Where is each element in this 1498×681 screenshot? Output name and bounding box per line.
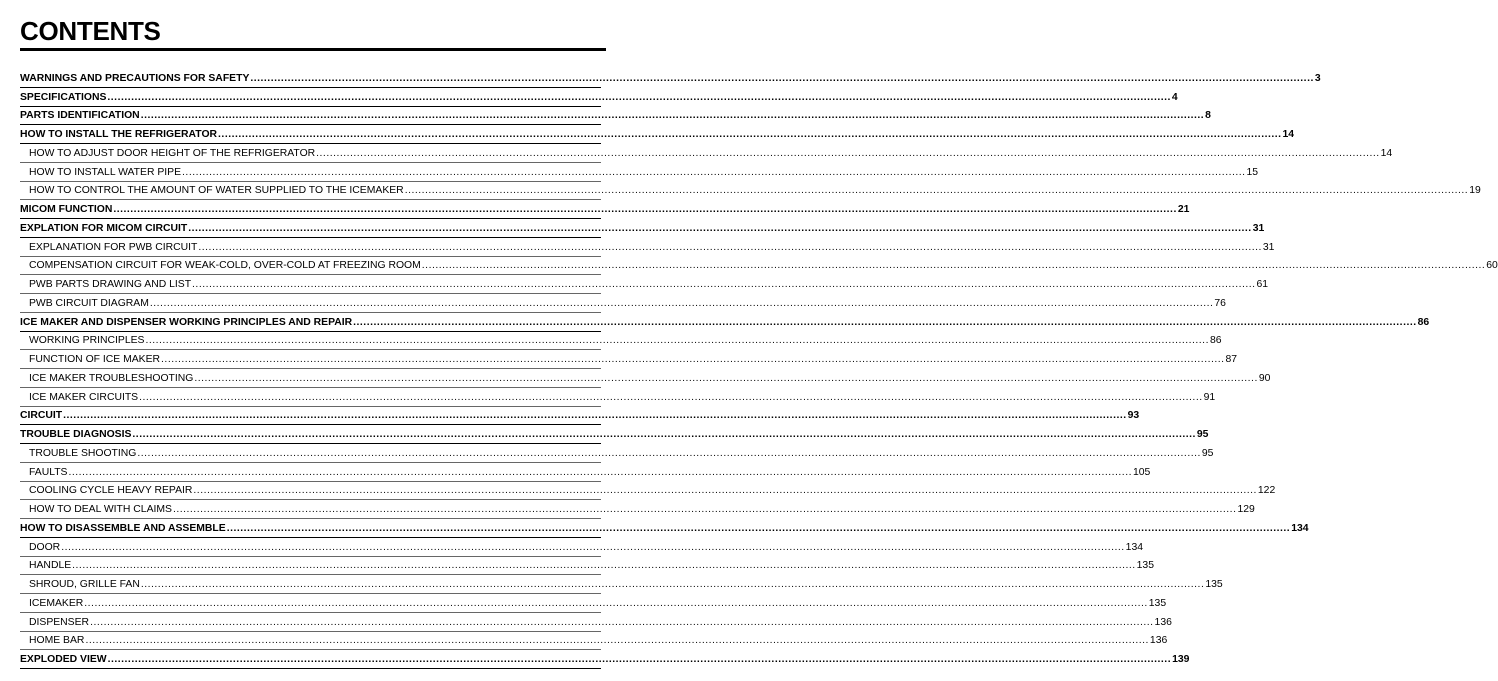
toc-entry[interactable] [20, 350, 1238, 369]
toc-entry-page-number: 4 [1171, 91, 1178, 103]
toc-entry-page-number: 3 [1314, 72, 1321, 84]
toc-entry-label: CIRCUIT [20, 410, 63, 422]
toc-entry-label: DOOR [29, 541, 61, 553]
toc-entry[interactable] [20, 538, 1144, 557]
toc-entry-content [20, 316, 1430, 330]
toc-entry-label: DISPENSER [29, 616, 90, 628]
page-title: CONTENTS [20, 16, 161, 46]
toc-entry-page-number: 15 [1246, 166, 1259, 178]
toc-entry-label: TROUBLE SHOOTING [29, 447, 137, 459]
toc-dot-leader: .......................................................................................................................................................................................................................................................................................................................... [107, 654, 1172, 665]
toc-dot-leader: .......................................................................................................................................................................................................................................................................................................................... [145, 335, 1209, 347]
toc-entry-label: TROUBLE DIAGNOSIS [20, 429, 132, 440]
toc-dot-leader: .......................................................................................................................................................................................................................................................................................................................... [149, 297, 1214, 309]
toc-entry-label: ICE MAKER AND DISPENSER WORKING PRINCIPLES AND REPAIR [20, 316, 353, 328]
toc-entry-content [20, 522, 1309, 536]
toc-entry-content [20, 429, 1209, 442]
toc-entry-label: WORKING PRINCIPLES [29, 335, 145, 347]
toc-dot-leader: .......................................................................................................................................................................................................................................................................................................................... [139, 391, 1203, 403]
toc-dot-leader: .......................................................................................................................................................................................................................................................................................................................... [218, 129, 1282, 140]
toc-entry-page-number: 76 [1214, 297, 1226, 309]
toc-entry-page-number: 87 [1225, 354, 1238, 365]
toc-entry-content [20, 541, 1144, 555]
toc-entry[interactable] [20, 575, 1223, 594]
toc-entry-content [20, 147, 1393, 161]
toc-dot-leader: .......................................................................................................................................................................................................................................................................................................................... [182, 166, 1246, 178]
toc-entry-page-number: 105 [1132, 466, 1151, 478]
toc-entry[interactable] [20, 163, 1259, 182]
toc-dot-leader: .......................................................................................................................................................................................................................................................................................................................... [194, 372, 1258, 384]
toc-dot-leader: .......................................................................................................................................................................................................................................................................................................................... [72, 560, 1136, 572]
toc-entry[interactable] [20, 125, 1295, 144]
toc-entry[interactable] [20, 88, 1178, 107]
toc-entry-page-number: 90 [1258, 372, 1271, 384]
toc-entry[interactable] [20, 388, 1216, 407]
toc-dot-leader: .......................................................................................................................................................................................................................................................................................................................... [161, 354, 1225, 365]
toc-entry-page-number: 31 [1262, 241, 1275, 253]
toc-entry-label: HOW TO DEAL WITH CLAIMS [29, 504, 172, 515]
toc-entry-label: COMPENSATION CIRCUIT FOR WEAK-COLD, OVER-COLD AT FREEZING ROOM [29, 260, 421, 272]
toc-entry-label: PWB PARTS DRAWING AND LIST [29, 279, 192, 290]
toc-entry[interactable] [20, 238, 1275, 257]
toc-entry[interactable] [20, 107, 1211, 126]
toc-entry[interactable] [20, 182, 1481, 201]
toc-entry[interactable] [20, 482, 1276, 501]
toc-dot-leader: .......................................................................................................................................................................................................................................................................................................................... [85, 635, 1149, 647]
toc-entry-page-number: 14 [1380, 147, 1393, 159]
toc-entry-page-number: 60 [1486, 260, 1498, 272]
toc-entry-label: HOW TO INSTALL WATER PIPE [29, 166, 182, 178]
toc-entry-content [20, 260, 1498, 273]
toc-entry[interactable] [20, 275, 1269, 294]
toc-entry-content [20, 560, 1154, 573]
toc-entry-page-number: 91 [1203, 391, 1216, 403]
toc-entry-content [20, 241, 1275, 255]
toc-dot-leader: .......................................................................................................................................................................................................................................................................................................................... [316, 147, 1380, 159]
toc-entry-page-number: 95 [1196, 429, 1209, 440]
toc-entry-page-number: 135 [1136, 560, 1154, 572]
toc-dot-leader: .......................................................................................................................................................................................................................................................................................................................... [198, 241, 1262, 253]
toc-dot-leader: .......................................................................................................................................................................................................................................................................................................................... [188, 222, 1252, 234]
toc-entry-content [20, 72, 1321, 86]
toc-dot-leader: .......................................................................................................................................................................................................................................................................................................................... [421, 260, 1486, 272]
toc-entry[interactable] [20, 500, 1255, 519]
toc-entry-content [20, 166, 1259, 180]
toc-entry-content [20, 297, 1226, 311]
toc-entry-content [20, 185, 1481, 198]
toc-entry-page-number: 61 [1256, 279, 1269, 290]
toc-dot-leader: .......................................................................................................................................................................................................................................................................................................................... [107, 91, 1171, 103]
toc-entry-content [20, 654, 1190, 667]
toc-dot-leader: .......................................................................................................................................................................................................................................................................................................................... [68, 466, 1132, 478]
toc-entry-label: HOW TO ADJUST DOOR HEIGHT OF THE REFRIGERATOR [29, 147, 316, 159]
toc-entry-content [20, 391, 1216, 405]
toc-entry-content [20, 372, 1271, 386]
toc-entry-content [20, 504, 1255, 517]
toc-entry-content [20, 447, 1214, 461]
toc-entry-content [20, 129, 1295, 142]
toc-dot-leader: .......................................................................................................................................................................................................................................................................................................................... [63, 410, 1127, 422]
toc-entry[interactable] [20, 313, 1430, 332]
toc-dot-leader: .......................................................................................................................................................................................................................................................................................................................... [250, 72, 1314, 84]
toc-dot-leader: .......................................................................................................................................................................................................................................................................................................................... [132, 429, 1196, 440]
toc-entry-content [20, 485, 1276, 498]
toc-entry-label: SHROUD, GRILLE FAN [29, 579, 140, 590]
toc-entry-content [20, 354, 1238, 367]
toc-dot-leader: .......................................................................................................................................................................................................................................................................................................................... [137, 447, 1201, 459]
toc-dot-leader: .......................................................................................................................................................................................................................................................................................................................... [113, 204, 1177, 215]
toc-entry-label: HOME BAR [29, 635, 85, 647]
toc-dot-leader: .......................................................................................................................................................................................................................................................................................................................... [404, 185, 1469, 197]
toc-entry[interactable] [20, 332, 1222, 351]
toc-dot-leader: .......................................................................................................................................................................................................................................................................................................................... [172, 504, 1237, 515]
toc-dot-leader: .......................................................................................................................................................................................................................................................................................................................... [193, 485, 1257, 497]
toc-entry-page-number: 122 [1257, 485, 1276, 497]
toc-entry-label: EXPLATION FOR MICOM CIRCUIT [20, 222, 188, 234]
toc-entry-page-number: 31 [1252, 222, 1265, 234]
toc-entry-content [20, 335, 1222, 348]
toc-entry[interactable] [20, 219, 1265, 238]
toc-entry-label: EXPLODED VIEW [20, 654, 107, 665]
toc-entry-label: PARTS IDENTIFICATION [20, 110, 140, 122]
toc-entry-content [20, 635, 1168, 648]
toc-entry[interactable] [20, 650, 1190, 669]
toc-entry[interactable] [20, 613, 1172, 632]
toc-entry[interactable] [20, 144, 1393, 163]
toc-entry[interactable] [20, 463, 1151, 482]
toc-entry-label: MICOM FUNCTION [20, 204, 113, 215]
toc-entry-page-number: 19 [1469, 185, 1481, 197]
toc-entry-content [20, 110, 1211, 123]
toc-entry-label: HOW TO INSTALL THE REFRIGERATOR [20, 129, 218, 140]
toc-entry-content [20, 410, 1140, 423]
toc-entry[interactable] [20, 425, 1209, 444]
toc-entry-label: HANDLE [29, 560, 72, 572]
toc-dot-leader: .......................................................................................................................................................................................................................................................................................................................... [353, 316, 1417, 328]
toc-entry-label: HOW TO CONTROL THE AMOUNT OF WATER SUPPLIED TO THE ICEMAKER [29, 185, 404, 197]
toc-dot-leader: .......................................................................................................................................................................................................................................................................................................................... [140, 579, 1205, 590]
toc-entry-label: HOW TO DISASSEMBLE AND ASSEMBLE [20, 522, 226, 534]
toc-entry[interactable] [20, 444, 1214, 463]
toc-entry-page-number: 86 [1209, 335, 1222, 347]
toc-entry-page-number: 135 [1148, 597, 1167, 609]
toc-entry-page-number: 14 [1282, 129, 1295, 140]
toc-entry-content [20, 204, 1190, 217]
toc-entry-content [20, 279, 1269, 292]
toc-entry-content [20, 616, 1172, 630]
toc-entry-label: ICE MAKER CIRCUITS [29, 391, 139, 403]
toc-entry[interactable] [20, 594, 1167, 613]
toc-entry[interactable] [20, 257, 1498, 276]
toc-entry-label: SPECIFICATIONS [20, 91, 107, 103]
toc-entry[interactable] [20, 69, 1321, 88]
toc-entry-content [20, 91, 1178, 105]
toc-dot-leader: .......................................................................................................................................................................................................................................................................................................................... [192, 279, 1256, 290]
toc-entry-label: ICE MAKER TROUBLESHOOTING [29, 372, 194, 384]
toc-entry-page-number: 21 [1177, 204, 1190, 215]
toc-entry-content [20, 466, 1151, 480]
toc-row-divider [20, 668, 601, 669]
toc-entry[interactable] [20, 632, 1168, 651]
toc-dot-leader: .......................................................................................................................................................................................................................................................................................................................... [140, 110, 1205, 122]
toc-entry-page-number: 86 [1417, 316, 1430, 328]
toc-entry[interactable] [20, 200, 1190, 219]
toc-entry[interactable] [20, 369, 1271, 388]
toc-entry-page-number: 134 [1125, 541, 1144, 553]
toc-entry-label: EXPLANATION FOR PWB CIRCUIT [29, 241, 198, 253]
toc-entry-label: FAULTS [29, 466, 68, 478]
toc-entry-content [20, 597, 1167, 611]
toc-entry-page-number: 8 [1205, 110, 1211, 122]
toc-entry-label: PWB CIRCUIT DIAGRAM [29, 297, 149, 309]
toc-entry-content [20, 222, 1265, 236]
toc-entry-page-number: 136 [1149, 635, 1168, 647]
toc-dot-leader: .......................................................................................................................................................................................................................................................................................................................... [226, 522, 1291, 534]
toc-entry[interactable] [20, 294, 1226, 313]
toc-dot-leader: .......................................................................................................................................................................................................................................................................................................................... [90, 616, 1154, 628]
toc-entry[interactable] [20, 557, 1154, 576]
toc-entry-label: FUNCTION OF ICE MAKER [29, 354, 161, 365]
toc-dot-leader: .......................................................................................................................................................................................................................................................................................................................... [61, 541, 1125, 553]
toc-entry-label: COOLING CYCLE HEAVY REPAIR [29, 485, 193, 497]
toc-entry-page-number: 134 [1291, 522, 1309, 534]
toc-entry-label: ICEMAKER [29, 597, 84, 609]
toc-entry-content [20, 579, 1223, 592]
toc-entry-page-number: 93 [1127, 410, 1140, 422]
toc-entry-label: WARNINGS AND PRECAUTIONS FOR SAFETY [20, 72, 250, 84]
toc-entry[interactable] [20, 407, 1140, 426]
toc-dot-leader: .......................................................................................................................................................................................................................................................................................................................... [84, 597, 1148, 609]
table-of-contents [20, 69, 1498, 669]
title-rule [20, 48, 606, 51]
toc-entry-page-number: 136 [1154, 616, 1172, 628]
toc-entry-page-number: 139 [1172, 654, 1190, 665]
toc-entry-page-number: 135 [1205, 579, 1223, 590]
toc-entry-page-number: 129 [1237, 504, 1255, 515]
toc-entry-page-number: 95 [1201, 447, 1214, 459]
toc-entry[interactable] [20, 519, 1309, 538]
